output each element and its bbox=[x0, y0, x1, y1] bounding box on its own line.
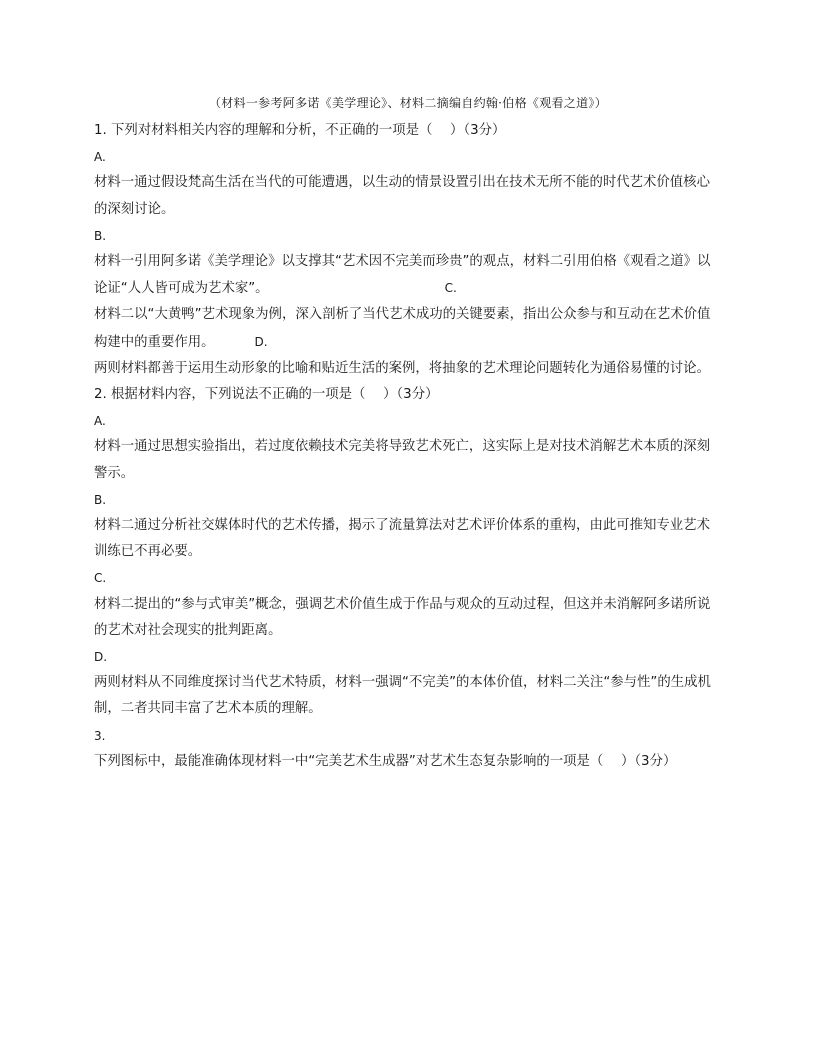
q2-option-d-text: 两则材料从不同维度探讨当代艺术特质，材料一强调“不完美”的本体价值，材料二关注“参与性”的生成机制，二者共同丰富了艺术本质的理解。 bbox=[94, 675, 711, 717]
q2-stem: 2. 根据材料内容，下列说法不正确的一项是（ ）（3分） bbox=[94, 387, 439, 403]
q1-option-c-label: C. bbox=[444, 281, 457, 296]
q2-option-c-label: C. bbox=[94, 571, 107, 586]
q1-option-b-label: B. bbox=[94, 228, 107, 243]
q2-option-b-label: B. bbox=[94, 492, 107, 507]
source-note: （材料一参考阿多诺《美学理论》、材料二摘编自约翰·伯格《观看之道》） bbox=[208, 96, 608, 110]
q1-option-b-block bbox=[94, 249, 720, 302]
q2-option-c-text: 材料二提出的“参与式审美”概念，强调艺术价值生成于作品与观众的互动过程，但这并未消解阿多诺所说的艺术对社会现实的批判距离。 bbox=[94, 596, 711, 638]
q1-option-a-text: 材料一通过假设梵高生活在当代的可能遭遇，以生动的情景设置引出在技术无所不能的时代艺术价值核心的深刻讨论。 bbox=[94, 175, 710, 217]
questions-body bbox=[94, 118, 720, 775]
q1-option-d-label: D. bbox=[254, 334, 268, 349]
q3-number: 3. bbox=[94, 728, 106, 743]
q2-option-a-label: A. bbox=[94, 414, 106, 429]
q1-stem: 1. 下列对材料相关内容的理解和分析，不正确的一项是（ ）（3分） bbox=[94, 123, 506, 138]
q1-option-c-text: 材料二以“大黄鸭”艺术现象为例，深入剖析了当代艺术成功的关键要素，指出公众参与和互动在艺术价值构建中的重要作用。 bbox=[94, 307, 711, 350]
q2-option-d-label: D. bbox=[94, 650, 108, 665]
q1-option-a-label: A. bbox=[94, 150, 106, 165]
q2-option-a-text: 材料一通过思想实验指出，若过度依赖技术完美将导致艺术死亡，这实际上是对技术消解艺术本质的深刻警示。 bbox=[94, 439, 710, 481]
q1-option-b-text: 材料一引用阿多诺《美学理论》以支撑其“艺术因不完美而珍贵”的观点，材料二引用伯格《观看之道》以论证“人人皆可成为艺术家”。 bbox=[94, 254, 711, 297]
q1-option-d-text: 两则材料都善于运用生动形象的比喻和贴近生活的案例，将抽象的艺术理论问题转化为通俗易懂的讨论。 bbox=[94, 360, 710, 376]
q3-stem: 下列图标中，最能准确体现材料一中“完美艺术生成器”对艺术生态复杂影响的一项是（ ）（3分） bbox=[94, 753, 677, 769]
q2-option-b-text: 材料二通过分析社交媒体时代的艺术传播，揭示了流量算法对艺术评价体系的重构，由此可推知专业艺术训练已不再必要。 bbox=[94, 518, 710, 560]
q1-option-c-block bbox=[94, 302, 720, 355]
